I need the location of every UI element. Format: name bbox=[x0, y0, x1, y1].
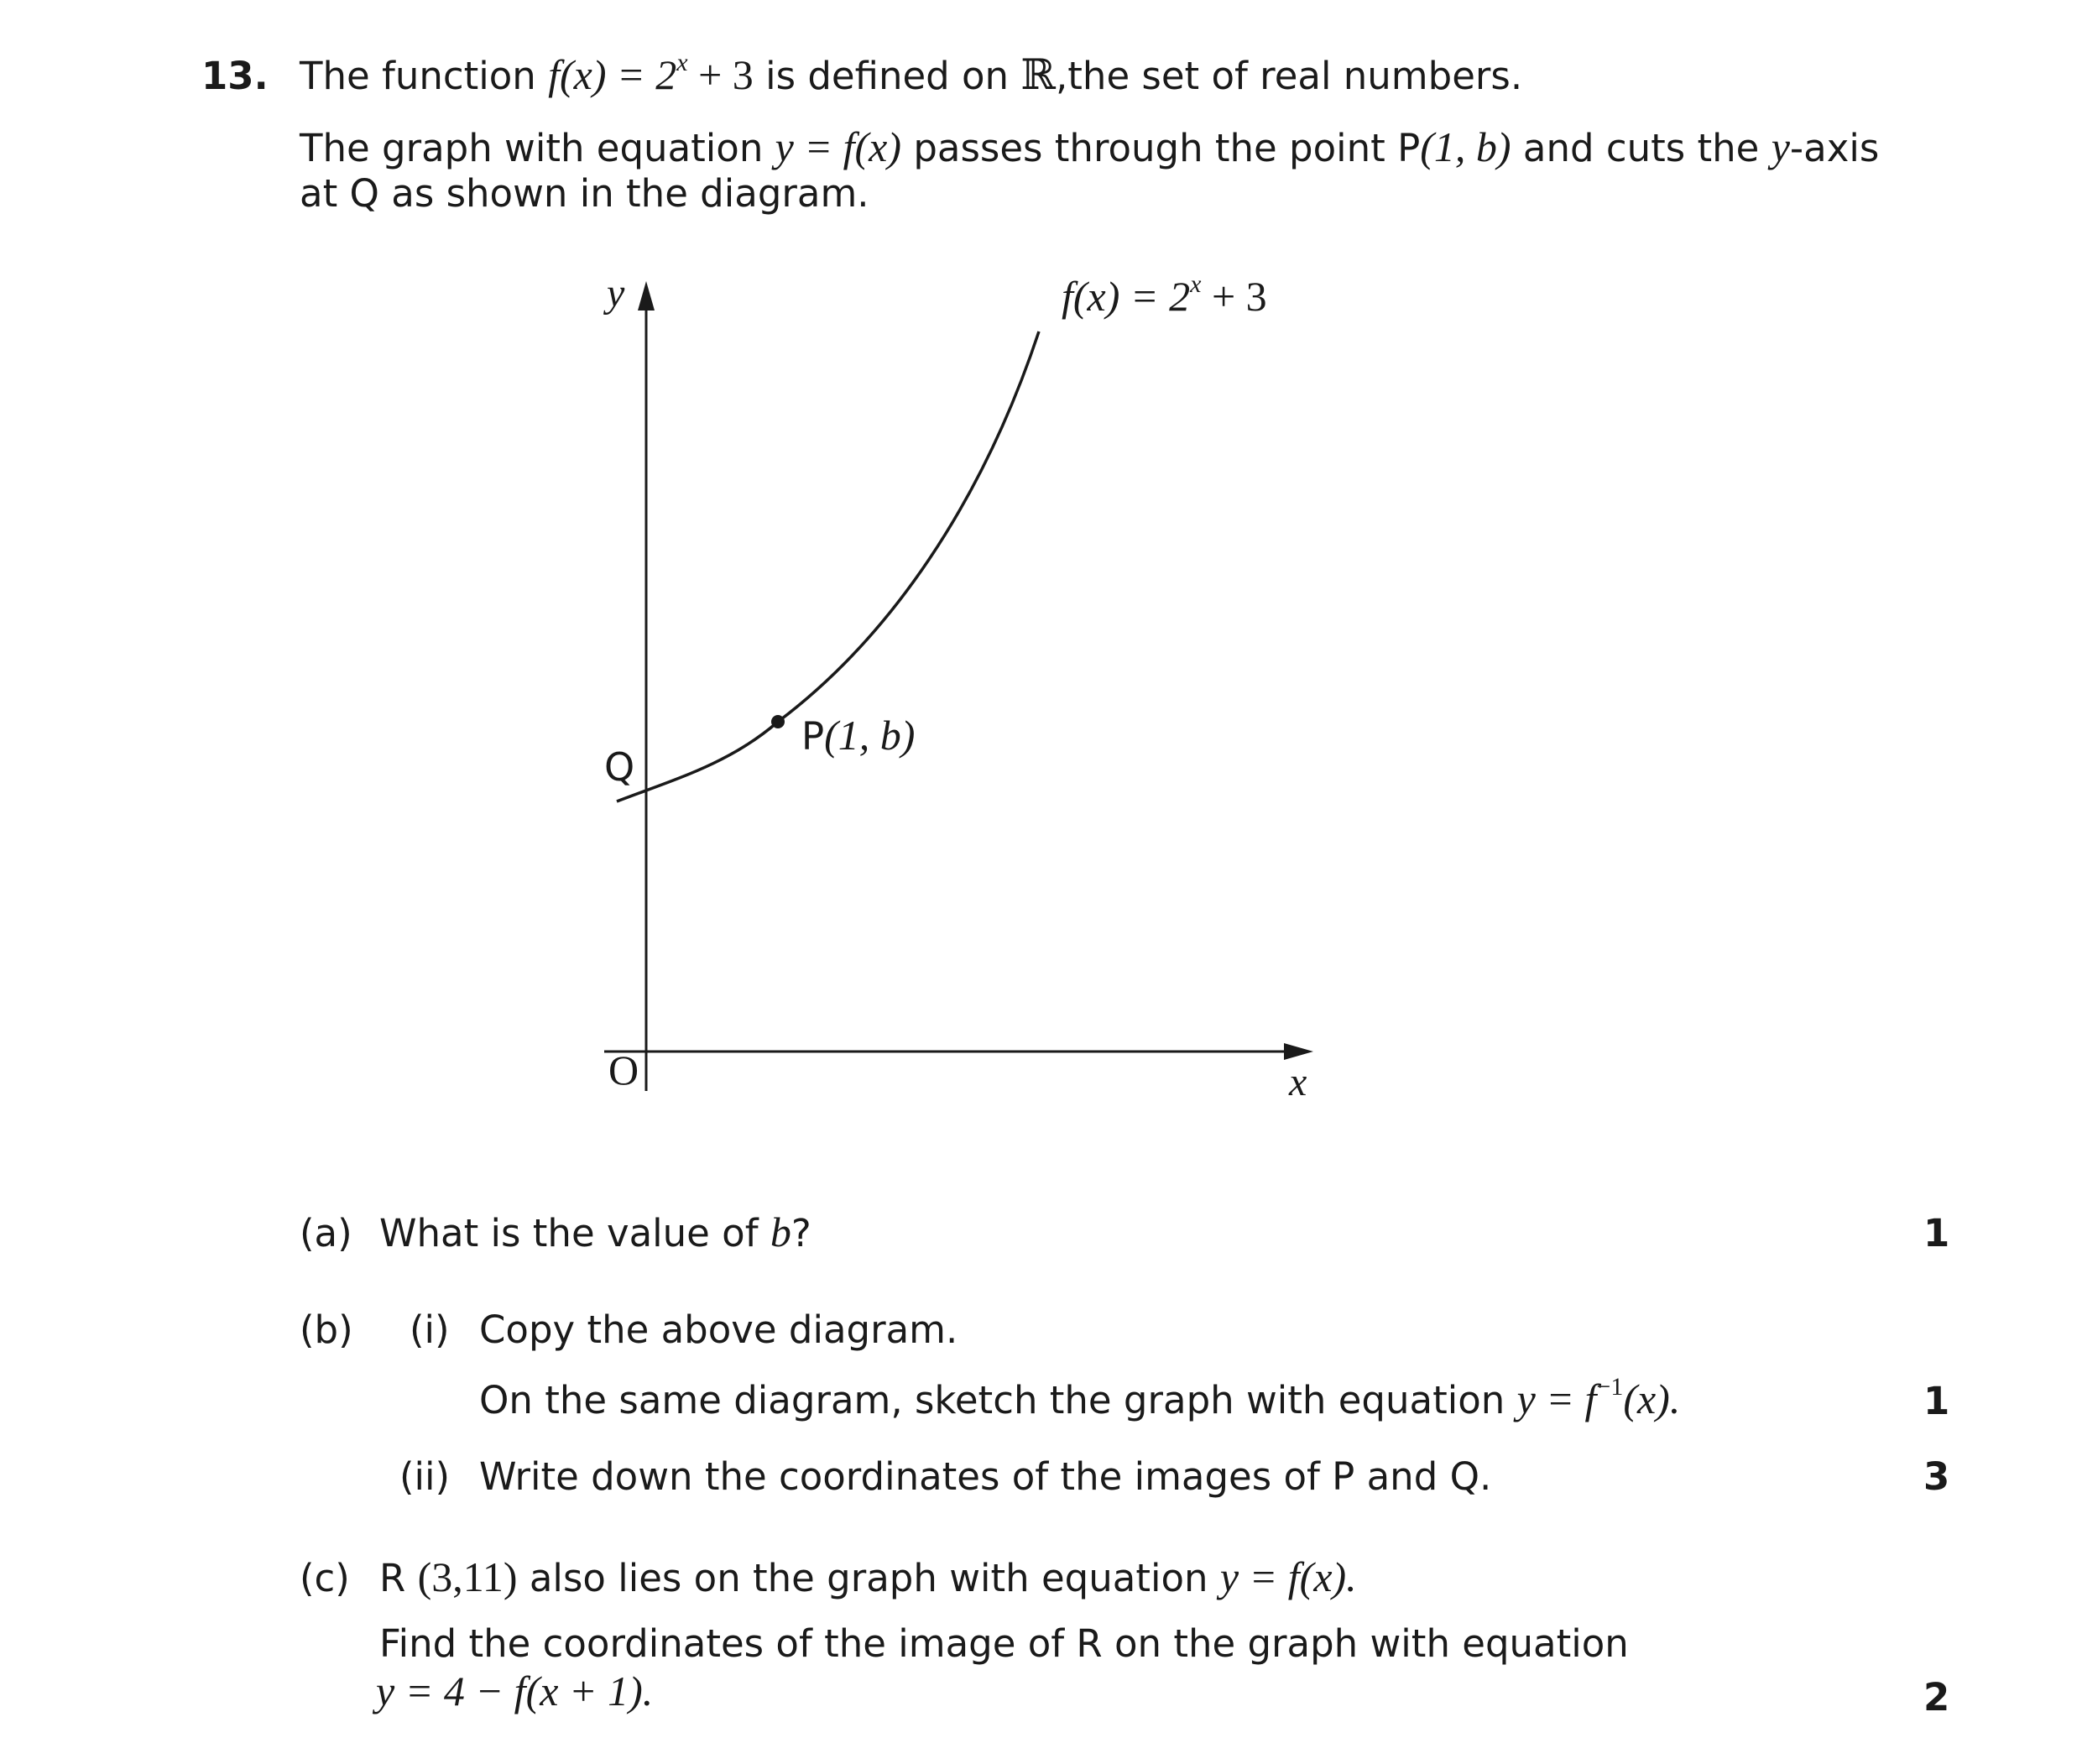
function-expr-rest: + 3 bbox=[687, 51, 754, 98]
q-label: Q bbox=[604, 744, 635, 790]
y-var: y bbox=[1771, 123, 1790, 170]
p-label-coords: (1, b) bbox=[824, 712, 916, 759]
p-label-letter: P bbox=[801, 714, 825, 759]
intro-text: and cuts the bbox=[1522, 126, 1760, 170]
part-a-question bbox=[379, 1208, 811, 1255]
real-set-symbol: ℝ bbox=[1020, 51, 1056, 98]
point-p-marker bbox=[771, 715, 785, 728]
curve-label-rest: + 3 bbox=[1201, 273, 1267, 320]
curve-label bbox=[1062, 270, 1267, 320]
curve-label-func: f(x) = 2 bbox=[1062, 273, 1191, 320]
inverse-eq-end: (x). bbox=[1623, 1375, 1681, 1422]
function-exponent: x bbox=[676, 49, 688, 76]
intro-text: The graph with equation bbox=[300, 126, 764, 170]
intro-text: The function bbox=[300, 54, 536, 98]
origin-label: O bbox=[608, 1046, 639, 1093]
part-c-text: also lies on the graph with equation bbox=[529, 1556, 1208, 1600]
equation: y = f(x) bbox=[775, 123, 901, 170]
part-c-line-2: Find the coordinates of the image of R on the graph with equation bbox=[379, 1621, 1629, 1666]
question-number: 13. bbox=[201, 54, 269, 98]
y-axis-arrow bbox=[638, 281, 655, 311]
part-c-line-3 bbox=[376, 1667, 654, 1714]
intro-text: passes through the point P bbox=[913, 126, 1421, 170]
var-b: b bbox=[770, 1208, 791, 1255]
part-bi-label: (i) bbox=[410, 1307, 450, 1352]
part-c-label: (c) bbox=[300, 1556, 350, 1600]
intro-text: ,the set of real numbers. bbox=[1055, 54, 1523, 98]
inverse-sup: −1 bbox=[1596, 1373, 1624, 1401]
point-coords: (1, b) bbox=[1420, 123, 1511, 170]
part-c-marks: 2 bbox=[1923, 1675, 1950, 1720]
part-bii-marks: 3 bbox=[1923, 1454, 1950, 1499]
part-a-end: ? bbox=[791, 1211, 811, 1255]
part-c-eq2: y = 4 − f(x + 1). bbox=[376, 1667, 654, 1714]
point-r-coords: (3,11) bbox=[417, 1553, 518, 1600]
part-bi-line-2 bbox=[479, 1373, 1681, 1422]
part-a-marks: 1 bbox=[1923, 1211, 1950, 1255]
part-bi-text2: On the same diagram, sketch the graph with equation bbox=[479, 1378, 1505, 1422]
p-label bbox=[801, 712, 915, 759]
part-c-eq: y = f(x). bbox=[1219, 1553, 1357, 1600]
part-a-text: What is the value of bbox=[379, 1211, 759, 1255]
part-b-label: (b) bbox=[300, 1307, 353, 1352]
x-axis-label: x bbox=[1289, 1060, 1307, 1104]
part-bi-text: Copy the above diagram. bbox=[479, 1307, 958, 1352]
part-c-line-1 bbox=[379, 1553, 1357, 1600]
y-axis-label: y bbox=[607, 271, 625, 316]
x-axis-arrow bbox=[1284, 1043, 1313, 1060]
function-expr: f(x) = 2 bbox=[548, 51, 677, 98]
part-a-label: (a) bbox=[300, 1211, 352, 1255]
inverse-eq: y = f bbox=[1516, 1375, 1597, 1422]
curve-label-exp: x bbox=[1190, 270, 1202, 298]
intro-line-3: at Q as shown in the diagram. bbox=[300, 171, 869, 216]
part-c-r: R bbox=[379, 1556, 406, 1600]
intro-text: is defined on bbox=[765, 54, 1010, 98]
intro-text: -axis bbox=[1789, 126, 1880, 170]
part-bi-marks: 1 bbox=[1923, 1379, 1950, 1423]
part-bii-text: Write down the coordinates of the images of P and Q. bbox=[479, 1454, 1492, 1499]
part-bii-label: (ii) bbox=[399, 1454, 451, 1499]
